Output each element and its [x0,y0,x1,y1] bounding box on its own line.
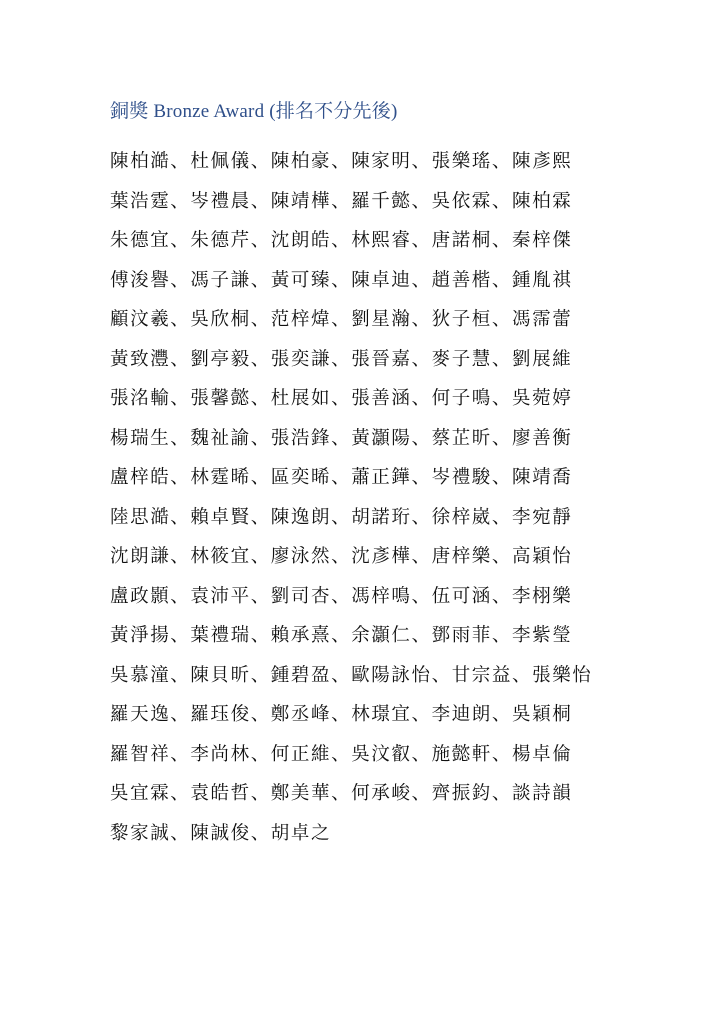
name-line: 陳柏澔、杜佩儀、陳柏豪、陳家明、張樂瑤、陳彥熙 [110,151,573,172]
name-line: 黎家誠、陳誠俊、胡卓之 [110,822,332,844]
name-line: 盧梓皓、林霆晞、區奕晞、蕭正鏵、岑禮駿、陳靖喬 [110,467,573,488]
name-line: 朱德宜、朱德芹、沈朗皓、林熙睿、唐諾桐、秦梓傑 [110,230,573,251]
name-line: 顧汶羲、吳欣桐、范梓煒、劉星瀚、狄子桓、馮霈蕾 [110,309,573,330]
name-line: 傅浚譽、馮子謙、黃可臻、陳卓迪、趙善楷、鍾胤祺 [110,269,573,291]
name-line: 吳慕潼、陳貝昕、鍾碧盈、歐陽詠怡、甘宗益、張樂怡 [110,664,593,686]
name-line: 陸思澔、賴卓賢、陳逸朗、胡諾珩、徐梓崴、李宛靜 [110,506,573,528]
name-line: 羅智祥、李尚林、何正維、吳汶叡、施懿軒、楊卓倫 [110,743,573,765]
name-line: 沈朗謙、林筱宜、廖泳然、沈彥樺、唐梓樂、高穎怡 [110,546,573,567]
name-line: 黃致灃、劉亭毅、張奕謙、張晉嘉、麥子慧、劉展維 [110,348,573,370]
name-list [110,148,690,859]
name-line: 楊瑞生、魏祉諭、張浩鋒、黃灝陽、蔡芷昕、廖善衡 [110,427,573,449]
name-line: 盧政顥、袁沛平、劉司杏、馮梓鳴、伍可涵、李栩樂 [110,585,573,607]
award-heading: 銅獎 Bronze Award (排名不分先後) [110,101,398,122]
name-line: 黃淨揚、葉禮瑞、賴承熹、余灝仁、鄧雨菲、李紫瑩 [110,625,573,646]
name-line: 吳宜霖、袁皓哲、鄭美華、何承峻、齊振鈞、談詩韻 [110,783,573,804]
name-line: 張洺輸、張馨懿、杜展如、張善涵、何子鳴、吳菀婷 [110,388,573,409]
name-line: 羅天逸、羅珏俊、鄭丞峰、林璟宜、李迪朗、吳穎桐 [110,704,573,725]
name-line: 葉浩霆、岑禮晨、陳靖樺、羅千懿、吳依霖、陳柏霖 [110,190,573,212]
